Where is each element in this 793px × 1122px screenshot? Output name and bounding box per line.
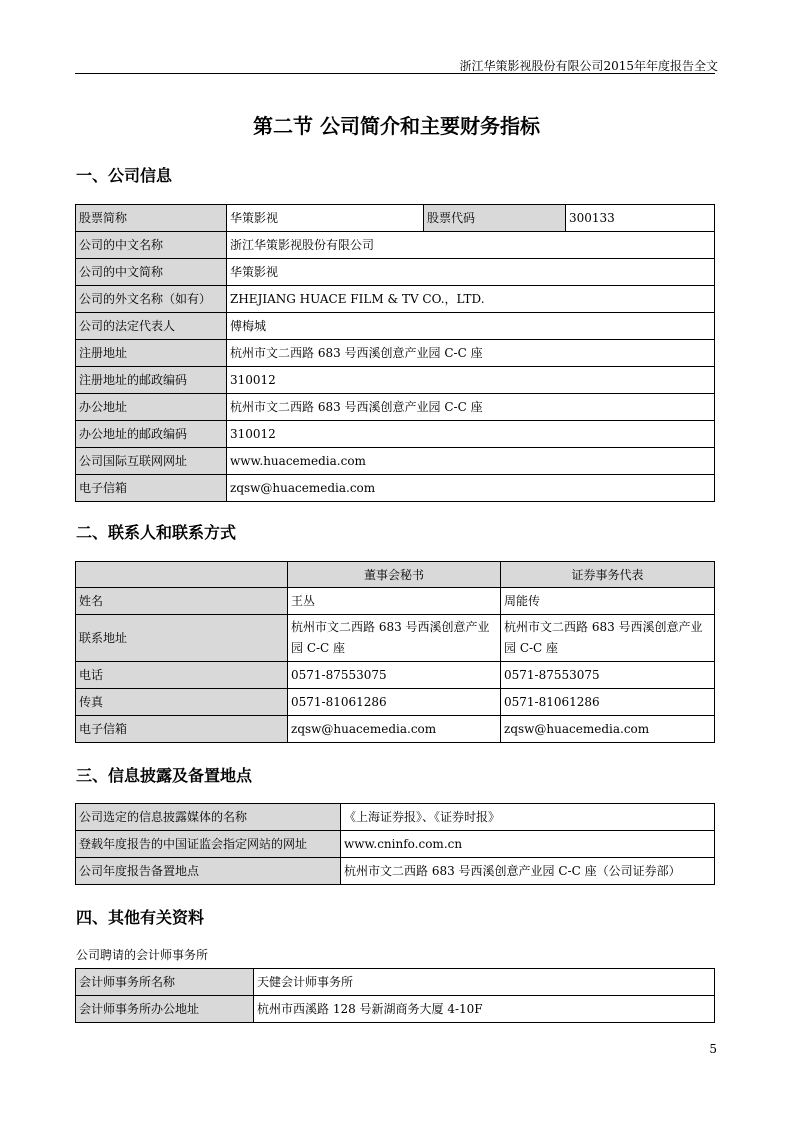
table-row — [76, 421, 715, 448]
table-row — [76, 804, 715, 831]
company-info-table — [75, 204, 715, 502]
table-row — [76, 831, 715, 858]
table-row — [76, 858, 715, 885]
value-cell: 0571-87553075 — [288, 662, 501, 689]
value-cell: www.huacemedia.com — [227, 448, 715, 475]
value-cell: zqsw@huacemedia.com — [501, 716, 715, 743]
disclosure-table — [75, 803, 715, 885]
header-cell-secretary: 董事会秘书 — [288, 562, 501, 588]
contacts-table — [75, 561, 715, 743]
value-cell: zqsw@huacemedia.com — [288, 716, 501, 743]
table-row — [76, 259, 715, 286]
header-rule — [75, 73, 715, 74]
label-cell: 联系地址 — [76, 615, 288, 662]
table-row — [76, 367, 715, 394]
value-cell: 傅梅城 — [227, 313, 715, 340]
table-row — [76, 340, 715, 367]
label-cell: 公司年度报告备置地点 — [76, 858, 341, 885]
label-cell: 公司国际互联网网址 — [76, 448, 227, 475]
table-row — [76, 662, 715, 689]
table-row — [76, 716, 715, 743]
label-cell: 姓名 — [76, 588, 288, 615]
value-cell: zqsw@huacemedia.com — [227, 475, 715, 502]
header-cell-empty — [76, 562, 288, 588]
label-cell: 股票简称 — [76, 205, 227, 232]
table-row — [76, 996, 715, 1023]
section-heading-disclosure: 三、信息披露及备置地点 — [76, 766, 253, 785]
value-cell: 杭州市文二西路 683 号西溪创意产业园 C-C 座 — [227, 394, 715, 421]
label-cell: 办公地址 — [76, 394, 227, 421]
value-cell: 天健会计师事务所 — [254, 969, 715, 996]
value-cell: 浙江华策影视股份有限公司 — [227, 232, 715, 259]
table-row — [76, 969, 715, 996]
value-cell: www.cninfo.com.cn — [341, 831, 715, 858]
value-cell: 周能传 — [501, 588, 715, 615]
value-cell: 0571-81061286 — [501, 689, 715, 716]
label-cell: 公司的中文简称 — [76, 259, 227, 286]
value-cell: 杭州市西溪路 128 号新湖商务大厦 4-10F — [254, 996, 715, 1023]
section-heading-other-info: 四、其他有关资料 — [76, 908, 205, 927]
label-cell: 公司选定的信息披露媒体的名称 — [76, 804, 341, 831]
value-cell: 杭州市文二西路 683 号西溪创意产业园 C-C 座 — [227, 340, 715, 367]
section-heading-company-info: 一、公司信息 — [76, 166, 173, 185]
table-row — [76, 313, 715, 340]
label-cell: 公司的中文名称 — [76, 232, 227, 259]
section-heading-contacts: 二、联系人和联系方式 — [76, 523, 237, 542]
value-cell: 杭州市文二西路 683 号西溪创意产业园 C-C 座 — [288, 615, 501, 662]
label-cell: 电话 — [76, 662, 288, 689]
label-cell: 会计师事务所办公地址 — [76, 996, 254, 1023]
table-row — [76, 394, 715, 421]
value-cell: 杭州市文二西路 683 号西溪创意产业园 C-C 座 — [501, 615, 715, 662]
value-cell: 华策影视 — [227, 259, 715, 286]
label-cell: 公司的法定代表人 — [76, 313, 227, 340]
value-cell: 300133 — [566, 205, 715, 232]
value-cell: 0571-81061286 — [288, 689, 501, 716]
value-cell: 0571-87553075 — [501, 662, 715, 689]
label-cell: 办公地址的邮政编码 — [76, 421, 227, 448]
table-row — [76, 615, 715, 662]
label-cell: 股票代码 — [424, 205, 566, 232]
value-cell: 310012 — [227, 367, 715, 394]
value-cell: 杭州市文二西路 683 号西溪创意产业园 C-C 座（公司证券部） — [341, 858, 715, 885]
table-row — [76, 205, 715, 232]
label-cell: 登载年度报告的中国证监会指定网站的网址 — [76, 831, 341, 858]
header-cell-representative: 证券事务代表 — [501, 562, 715, 588]
value-cell: 华策影视 — [227, 205, 424, 232]
label-cell: 公司的外文名称（如有） — [76, 286, 227, 313]
table-row — [76, 232, 715, 259]
label-cell: 注册地址 — [76, 340, 227, 367]
value-cell: ZHEJIANG HUACE FILM & TV CO.，LTD. — [227, 286, 715, 313]
label-cell: 电子信箱 — [76, 716, 288, 743]
table-row — [76, 588, 715, 615]
value-cell: 310012 — [227, 421, 715, 448]
table-row — [76, 448, 715, 475]
label-cell: 会计师事务所名称 — [76, 969, 254, 996]
page-title: 第二节 公司简介和主要财务指标 — [253, 114, 540, 138]
value-cell: 王丛 — [288, 588, 501, 615]
value-cell: 《上海证券报》、《证券时报》 — [341, 804, 715, 831]
table-row — [76, 475, 715, 502]
table-row — [76, 286, 715, 313]
table-header-row — [76, 562, 715, 588]
label-cell: 电子信箱 — [76, 475, 227, 502]
table-row — [76, 689, 715, 716]
label-cell: 传真 — [76, 689, 288, 716]
page-number: 5 — [709, 1042, 717, 1056]
label-cell: 注册地址的邮政编码 — [76, 367, 227, 394]
running-header: 浙江华策影视股份有限公司2015年年度报告全文 — [459, 59, 718, 73]
accounting-firm-subtitle: 公司聘请的会计师事务所 — [76, 948, 209, 962]
accounting-firm-table — [75, 968, 715, 1023]
